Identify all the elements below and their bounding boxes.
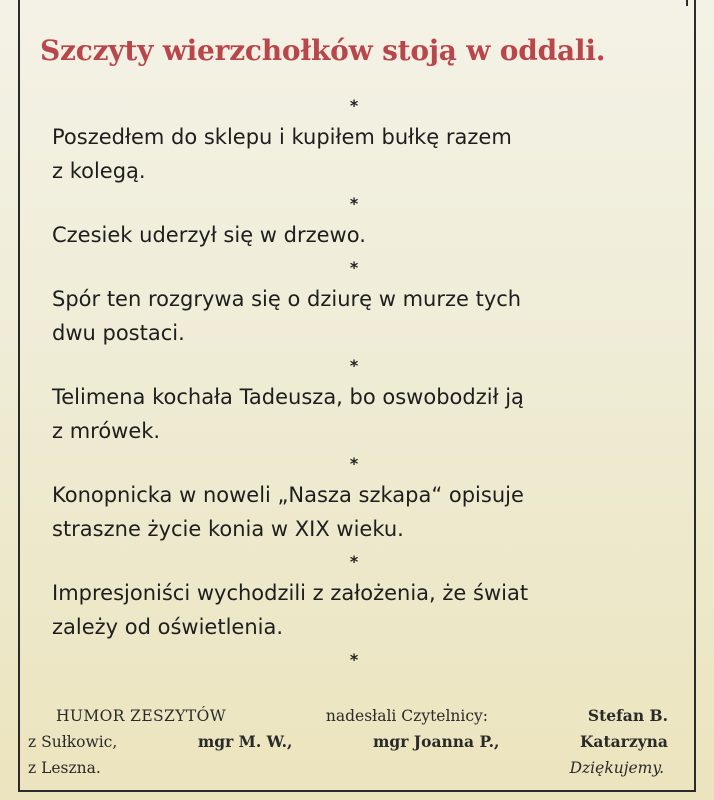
footer-label: HUMOR ZESZYTÓW [56,707,227,725]
footer-name-4: Katarzyna [579,732,668,751]
entry-3-line-2: dwu postaci. [52,321,185,345]
entry-1-line-2: z kolegą. [52,159,146,183]
entry-5-line-1: Konopnicka w noweli „Nasza szkapa“ opisuje [52,483,524,507]
entry-4-line-2: z mrówek. [52,419,161,443]
entries-list [52,98,664,668]
separator-star: * [349,356,359,375]
entry-6-line-2: zależy od oświetlenia. [52,615,284,639]
entry-2 [52,218,664,252]
entry-4 [52,380,664,448]
footer-line-1 [28,703,668,729]
footer-line-2 [28,729,668,755]
separator-star: * [349,96,359,115]
entry-1-line-1: Poszedłem do sklepu i kupiłem bułkę razem [52,125,512,149]
separator-star: * [349,650,359,669]
entry-4-line-1: Telimena kochała Tadeusza, bo oswobodził ją [52,385,524,409]
separator-star: * [349,454,359,473]
entry-3-line-1: Spór ten rozgrywa się o dziurę w murze tych [52,287,522,311]
footer-text-2: z Sułkowic, [28,733,118,751]
footer-name-2: mgr M. W., [197,732,293,751]
footer-credits [28,703,668,781]
entry-1 [52,120,664,188]
footer-name-3: mgr Joanna P., [372,732,500,751]
footer-text-1: nadesłali Czytelnicy: [325,707,489,725]
footer-line-3 [28,755,668,781]
page-title: Szczyty wierzchołków stoją w oddali. [40,34,606,67]
entry-3 [52,282,664,350]
footer-name-1: Stefan B. [587,706,668,725]
footer-text-3: z Leszna. [28,759,101,777]
footer-thanks: Dziękujemy. [569,759,664,777]
separator-star: * [349,552,359,571]
entry-6-line-1: Impresjoniści wychodzili z założenia, że świat [52,581,529,605]
entry-2-line-1: Czesiek uderzył się w drzewo. [52,223,366,247]
corner-mark [686,0,698,6]
separator-star: * [349,194,359,213]
entry-6 [52,576,664,644]
entry-5-line-2: straszne życie konia w XIX wieku. [52,517,404,541]
separator-star: * [349,258,359,277]
entry-5 [52,478,664,546]
